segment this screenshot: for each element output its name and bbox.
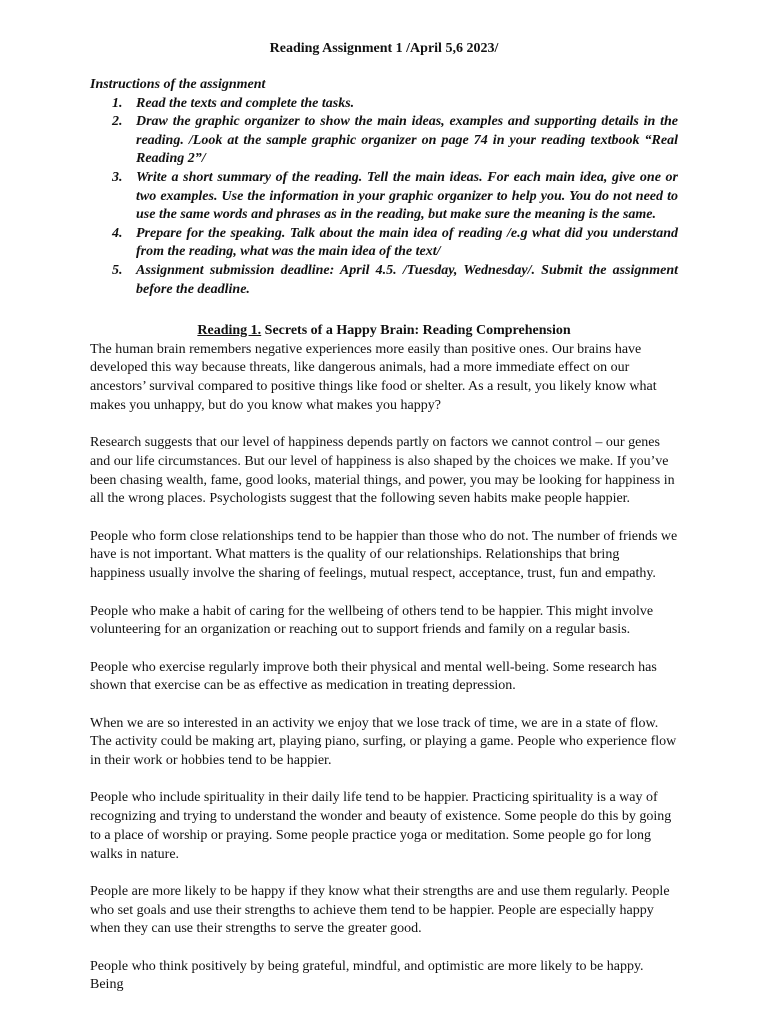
- instruction-text: Draw the graphic organizer to show the main ideas, examples and supporting details in the reading. /Look at the sample graphic organizer on page 74 in your reading textbook “Real Reading 2”/: [136, 114, 678, 167]
- reading-paragraph: The human brain remembers negative experiences more easily than positive ones. Our brains have developed this way because threats, like dangerous animals, had a more immediate effect on our ancestors’ survival compared to positive things like food or shelter. As a result, you likely know what makes you unhappy, but do you know what makes you happy?: [90, 341, 657, 413]
- instructions-list: [90, 95, 678, 300]
- reading-paragraph: People who exercise regularly improve both their physical and mental well-being. Some research has shown that exercise can be as effective as medication in treating depression.: [90, 659, 657, 694]
- instruction-item: [90, 169, 678, 225]
- reading-paragraph: When we are so interested in an activity we enjoy that we lose track of time, we are in a state of flow. The activity could be making art, playing piano, surfing, or playing a game. People who experience flow in their work or hobbies tend to be happier.: [90, 715, 677, 769]
- reading-paragraph: People who form close relationships tend to be happier than those who do not. The number of friends we have is not important. What matters is the quality of our relationships. Relationships that bring happiness usually involve the sharing of feelings, mutual respect, acceptance, trust, fun and empathy.: [90, 528, 678, 582]
- reading-paragraph: Research suggests that our level of happiness depends partly on factors we cannot control – our genes and our life circumstances. But our level of happiness is also shaped by the choices we make. If you’ve been chasing wealth, fame, good looks, material things, and power, you may be looking for happiness in all the wrong places. Psychologists suggest that the following seven habits make people happier.: [90, 435, 675, 507]
- instruction-number: 2.: [112, 114, 123, 130]
- instructions-heading: Instructions of the assignment: [90, 77, 266, 92]
- instruction-text: Read the texts and complete the tasks.: [136, 95, 355, 111]
- instruction-item: [90, 95, 678, 114]
- instruction-text: Write a short summary of the reading. Tell the main ideas. For each main idea, give one or two examples. Use the information in your graphic organizer to help you. You do not need to use the same words and phrases as in the reading, but make sure the meaning is the same.: [136, 169, 678, 223]
- reading-section: [90, 322, 678, 1014]
- document-title: Reading Assignment 1 /April 5,6 2023/: [269, 41, 499, 56]
- reading-paragraph: People who make a habit of caring for the wellbeing of others tend to be happier. This might involve volunteering for an organization or reaching out to support friends and family on a regular basis.: [90, 603, 654, 638]
- instruction-item: [90, 225, 678, 262]
- reading-title-text: Secrets of a Happy Brain: Reading Comprehension: [261, 323, 571, 338]
- reading-title: [90, 322, 678, 341]
- instructions-section: [90, 76, 678, 299]
- reading-paragraph: People are more likely to be happy if they know what their strengths are and use them regularly. People who set goals and use their strengths to achieve them tend to be happier. People are especially happy when they can use their strengths to serve the greater good.: [90, 883, 670, 937]
- reading-paragraph: People who think positively by being grateful, mindful, and optimistic are more likely to be happy. Being: [90, 958, 644, 993]
- instruction-item: [90, 113, 678, 169]
- instruction-number: 1.: [112, 95, 123, 111]
- reading-paragraph: People who include spirituality in their daily life tend to be happier. Practicing spirituality is a way of recognizing and trying to understand the wonder and beauty of existence. Some people do this by going to a place of worship or praying. Some people practice yoga or meditation. Some people go for long walks in nature.: [90, 790, 672, 862]
- instruction-text: Assignment submission deadline: April 4.5. /Tuesday, Wednesday/. Submit the assignment before the deadline.: [136, 262, 678, 297]
- instruction-number: 5.: [112, 262, 123, 278]
- instruction-text: Prepare for the speaking. Talk about the main idea of reading /e.g what did you understand from the reading, what was the main idea of the text/: [136, 225, 678, 260]
- instruction-number: 3.: [112, 169, 123, 185]
- instruction-item: [90, 262, 678, 299]
- instruction-number: 4.: [112, 225, 123, 241]
- reading-label: Reading 1.: [197, 323, 262, 338]
